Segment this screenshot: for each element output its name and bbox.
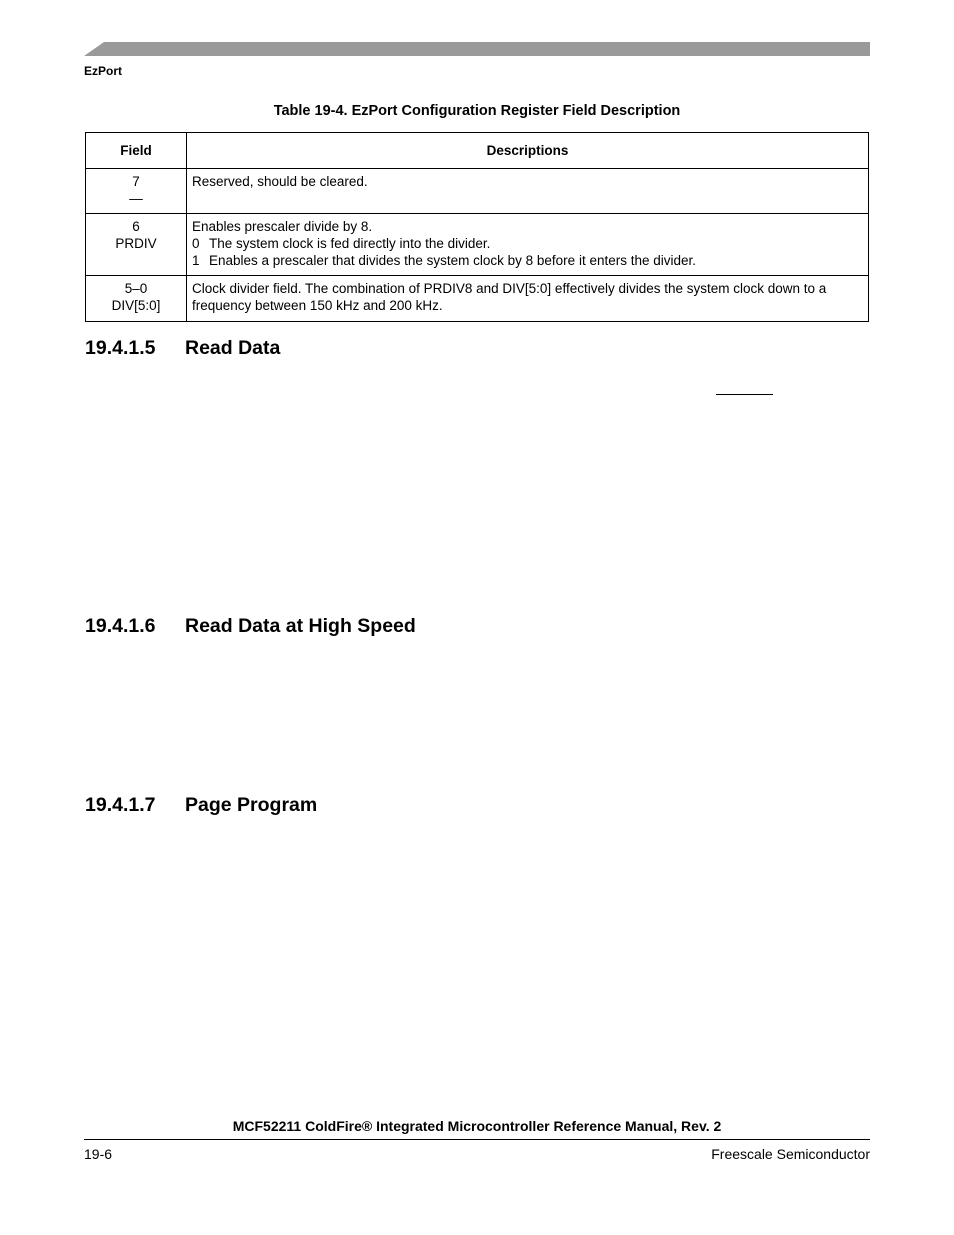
description-text: Reserved, should be cleared. (192, 174, 368, 189)
option-value: 1 (192, 253, 200, 268)
field-description-table (85, 132, 869, 322)
table-row (86, 169, 869, 214)
section-title: Page Program (185, 794, 318, 816)
field-name: DIV[5:0] (111, 298, 161, 313)
field-bit: 6 (132, 219, 140, 234)
footer-manual-title: MCF52211 ColdFire® Integrated Microcontroller Reference Manual, Rev. 2 (232, 1118, 722, 1134)
section-number: 19.4.1.7 (85, 794, 156, 816)
field-name: PRDIV (115, 236, 157, 251)
field-cell (86, 276, 187, 322)
section-title: Read Data at High Speed (185, 615, 416, 637)
section-number: 19.4.1.6 (85, 615, 156, 637)
table-row (86, 214, 869, 276)
option-line (192, 252, 862, 269)
section-heading-read-data (85, 337, 280, 360)
field-name: — (129, 191, 143, 206)
option-text: The system clock is fed directly into the divider. (209, 236, 491, 251)
table-row (86, 276, 869, 322)
column-header-field: Field (86, 133, 187, 169)
column-header-descriptions: Descriptions (187, 133, 869, 169)
option-line (192, 235, 862, 252)
description-text: Enables prescaler divide by 8. (192, 219, 373, 234)
running-header: EzPort (84, 64, 123, 78)
option-text: Enables a prescaler that divides the system clock by 8 before it enters the divider. (209, 253, 697, 268)
description-cell (187, 169, 869, 214)
footer-company: Freescale Semiconductor (711, 1146, 870, 1162)
option-value: 0 (192, 236, 200, 251)
description-cell (187, 214, 869, 276)
footer-divider (84, 1139, 870, 1140)
section-number: 19.4.1.5 (85, 337, 156, 359)
field-cell (86, 214, 187, 276)
field-bit: 5–0 (124, 281, 148, 296)
description-text: frequency between 150 kHz and 200 kHz. (192, 298, 443, 313)
description-cell (187, 276, 869, 322)
table-header-row (86, 133, 869, 169)
description-text: Clock divider field. The combination of PRDIV8 and DIV[5:0] effectively divides the system clock down to a (192, 281, 827, 296)
table-caption: Table 19-4. EzPort Configuration Register Field Description (273, 103, 681, 119)
overbar-line (716, 394, 773, 395)
section-title: Read Data (185, 337, 281, 359)
section-heading-page-program (85, 794, 317, 817)
footer-page-number: 19-6 (84, 1146, 113, 1162)
section-heading-read-data-high-speed (85, 615, 416, 638)
field-cell (86, 169, 187, 214)
field-bit: 7 (132, 174, 140, 189)
header-bar (84, 42, 870, 56)
